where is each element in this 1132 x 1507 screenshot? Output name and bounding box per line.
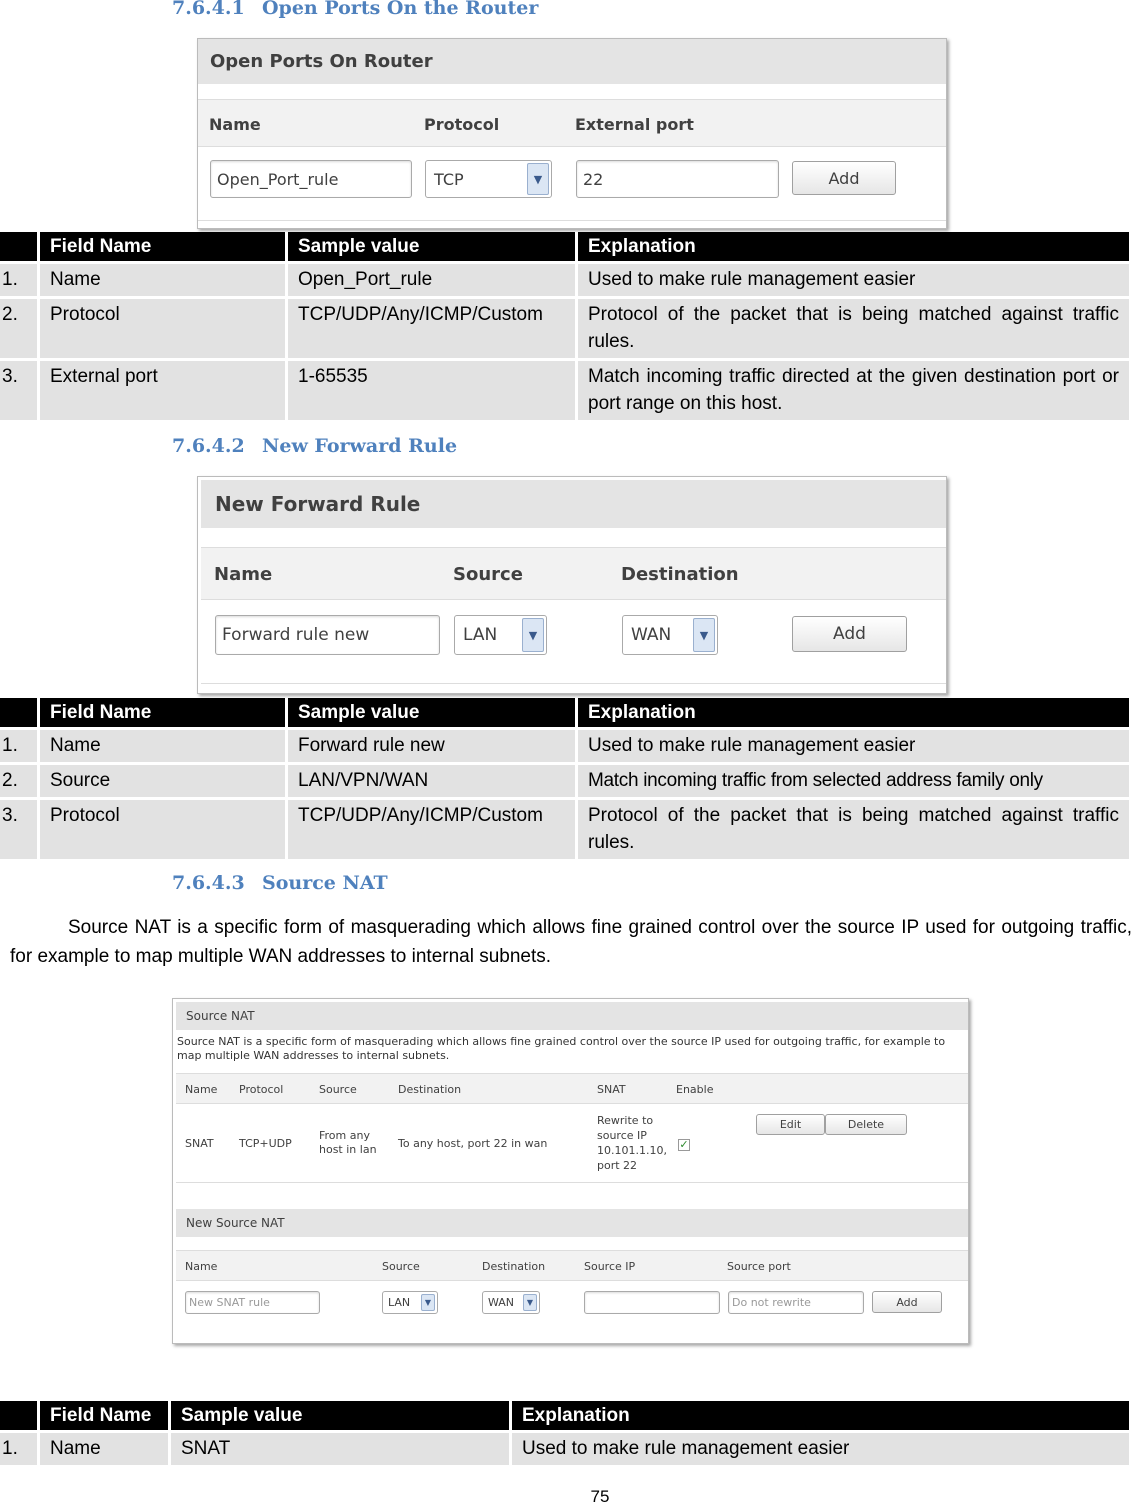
protocol-select-value: TCP <box>434 169 464 189</box>
table-header-cell: Explanation <box>512 1401 1132 1433</box>
open-ports-screenshot <box>197 38 947 229</box>
column-protocol-label: Protocol <box>424 115 500 134</box>
row-index: 2. <box>0 765 40 800</box>
explanation-cell: Match incoming traffic from selected address family only <box>578 765 1132 800</box>
header-source: Source <box>382 1260 420 1273</box>
external-port-input[interactable]: 22 <box>576 160 779 198</box>
new-snat-source-ip-input[interactable] <box>584 1291 720 1314</box>
column-external-port-label: External port <box>575 115 694 134</box>
add-button[interactable]: Add <box>792 161 896 195</box>
add-button[interactable]: Add <box>872 1291 942 1313</box>
source-select[interactable] <box>454 615 547 655</box>
sample-value-cell: TCP/UDP/Any/ICMP/Custom <box>288 299 578 361</box>
table-header-cell: Field Name <box>40 232 288 264</box>
table-header-cell: Sample value <box>288 232 578 264</box>
header-destination: Destination <box>482 1260 546 1273</box>
sample-value-cell: TCP/UDP/Any/ICMP/Custom <box>288 800 578 862</box>
chevron-down-icon: ▼ <box>693 618 715 652</box>
row-index: 1. <box>0 264 40 299</box>
header-source-ip: Source IP <box>584 1260 636 1273</box>
source-select-value: LAN <box>388 1296 411 1309</box>
table-row <box>0 765 1132 800</box>
header-destination: Destination <box>398 1083 462 1096</box>
edit-button[interactable]: Edit <box>756 1114 825 1135</box>
field-name-cell: External port <box>40 361 288 423</box>
field-name-cell: Name <box>40 730 288 765</box>
header-source-port: Source port <box>727 1260 791 1273</box>
explanation-cell: Match incoming traffic directed at the given destination port or port range on this host. <box>578 361 1132 423</box>
table-header-row <box>0 1401 1132 1433</box>
section-heading-forward-rule: 7.6.4.2 New Forward Rule <box>172 435 458 457</box>
column-source-label: Source <box>453 564 523 585</box>
chevron-down-icon: ▼ <box>523 1294 537 1311</box>
new-rule-header-row <box>176 1250 968 1281</box>
table-row <box>176 1105 968 1183</box>
header-name: Name <box>185 1260 218 1273</box>
table-row <box>0 264 1132 299</box>
protocol-select[interactable] <box>425 160 552 198</box>
name-input[interactable]: Forward rule new <box>215 615 440 655</box>
table-header-cell: Explanation <box>578 232 1132 264</box>
row-index: 1. <box>0 1433 40 1468</box>
delete-button[interactable]: Delete <box>825 1114 907 1135</box>
page-number: 75 <box>590 1487 610 1506</box>
new-snat-source-port-input[interactable]: Do not rewrite <box>728 1291 864 1314</box>
table-row <box>0 299 1132 361</box>
column-destination-label: Destination <box>621 564 739 585</box>
explanation-cell: Protocol of the packet that is being matched against traffic rules. <box>578 299 1132 361</box>
table-header-cell <box>0 232 40 264</box>
rule-source: From any host in lan <box>319 1129 377 1156</box>
name-input[interactable]: Open_Port_rule <box>210 160 412 198</box>
rule-list-header-row <box>176 1073 968 1104</box>
table-row <box>0 730 1132 765</box>
row-index: 1. <box>0 730 40 765</box>
table-row <box>0 1433 1132 1468</box>
row-index: 3. <box>0 800 40 862</box>
field-name-cell: Source <box>40 765 288 800</box>
new-snat-destination-select[interactable] <box>482 1291 540 1314</box>
field-name-cell: Protocol <box>40 800 288 862</box>
explanation-cell: Used to make rule management easier <box>512 1433 1132 1468</box>
table-header-cell: Field Name <box>40 698 288 730</box>
panel-title: Open Ports On Router <box>198 39 947 84</box>
table-header-cell: Sample value <box>171 1401 512 1433</box>
sample-value-cell: Open_Port_rule <box>288 264 578 299</box>
open-ports-field-table <box>0 232 1132 423</box>
chevron-down-icon: ▼ <box>522 618 544 652</box>
section-heading-open-ports: 7.6.4.1 Open Ports On the Router <box>172 0 539 19</box>
rule-destination: To any host, port 22 in wan <box>398 1137 548 1150</box>
explanation-cell: Protocol of the packet that is being matched against traffic rules. <box>578 800 1132 862</box>
new-snat-source-select[interactable] <box>382 1291 438 1314</box>
row-index: 2. <box>0 299 40 361</box>
table-header-cell: Sample value <box>288 698 578 730</box>
column-name-label: Name <box>209 115 261 134</box>
table-row <box>0 361 1132 423</box>
forward-rule-screenshot <box>197 476 947 694</box>
table-header-cell <box>0 698 40 730</box>
table-header-row <box>0 698 1132 730</box>
chevron-down-icon: ▼ <box>527 163 549 195</box>
new-snat-name-input[interactable]: New SNAT rule <box>185 1291 320 1314</box>
rule-protocol: TCP+UDP <box>239 1137 292 1150</box>
source-nat-paragraph: Source NAT is a specific form of masquerading which allows fine grained control over the source IP used for outgoing traffic, for example to map multiple WAN addresses to internal subnets. <box>10 917 1132 967</box>
panel-title: New Forward Rule <box>201 480 946 528</box>
sample-value-cell: 1-65535 <box>288 361 578 423</box>
rule-snat: Rewrite to source IP 10.101.1.10, port 22 <box>597 1114 667 1172</box>
column-name-label: Name <box>214 564 273 585</box>
header-name: Name <box>185 1083 218 1096</box>
new-source-nat-title: New Source NAT <box>176 1209 968 1237</box>
header-protocol: Protocol <box>239 1083 284 1096</box>
field-name-cell: Name <box>40 264 288 299</box>
column-header-row <box>201 547 946 600</box>
rule-name: SNAT <box>185 1137 214 1150</box>
source-select-value: LAN <box>463 625 498 645</box>
section-heading-source-nat: 7.6.4.3 Source NAT <box>172 872 388 894</box>
chevron-down-icon: ▼ <box>421 1294 435 1311</box>
explanation-cell: Used to make rule management easier <box>578 730 1132 765</box>
sample-value-cell: SNAT <box>171 1433 512 1468</box>
sample-value-cell: Forward rule new <box>288 730 578 765</box>
column-header-row <box>198 99 947 147</box>
source-nat-screenshot <box>172 998 969 1344</box>
source-nat-field-table <box>0 1401 1132 1468</box>
divider <box>201 683 946 684</box>
enable-checkbox[interactable]: ✓ <box>679 1138 689 1151</box>
table-row <box>0 800 1132 862</box>
field-name-cell: Name <box>40 1433 171 1468</box>
table-header-cell: Field Name <box>40 1401 171 1433</box>
field-name-cell: Protocol <box>40 299 288 361</box>
forward-rule-field-table <box>0 698 1132 862</box>
destination-select[interactable] <box>622 615 718 655</box>
header-source: Source <box>319 1083 357 1096</box>
add-button[interactable]: Add <box>792 616 907 652</box>
destination-select-value: WAN <box>488 1296 515 1309</box>
divider <box>198 220 947 221</box>
row-index: 3. <box>0 361 40 423</box>
explanation-cell: Used to make rule management easier <box>578 264 1132 299</box>
sample-value-cell: LAN/VPN/WAN <box>288 765 578 800</box>
destination-select-value: WAN <box>631 625 672 645</box>
header-enable: Enable <box>676 1083 714 1096</box>
table-header-cell <box>0 1401 40 1433</box>
table-header-cell: Explanation <box>578 698 1132 730</box>
header-snat: SNAT <box>597 1083 626 1096</box>
table-header-row <box>0 232 1132 264</box>
panel-title: Source NAT <box>176 1002 968 1030</box>
panel-description: Source NAT is a specific form of masquerading which allows fine grained control over the source IP used for outgoing traffic, for example to map multiple WAN addresses to internal subnets. <box>177 1035 946 1062</box>
